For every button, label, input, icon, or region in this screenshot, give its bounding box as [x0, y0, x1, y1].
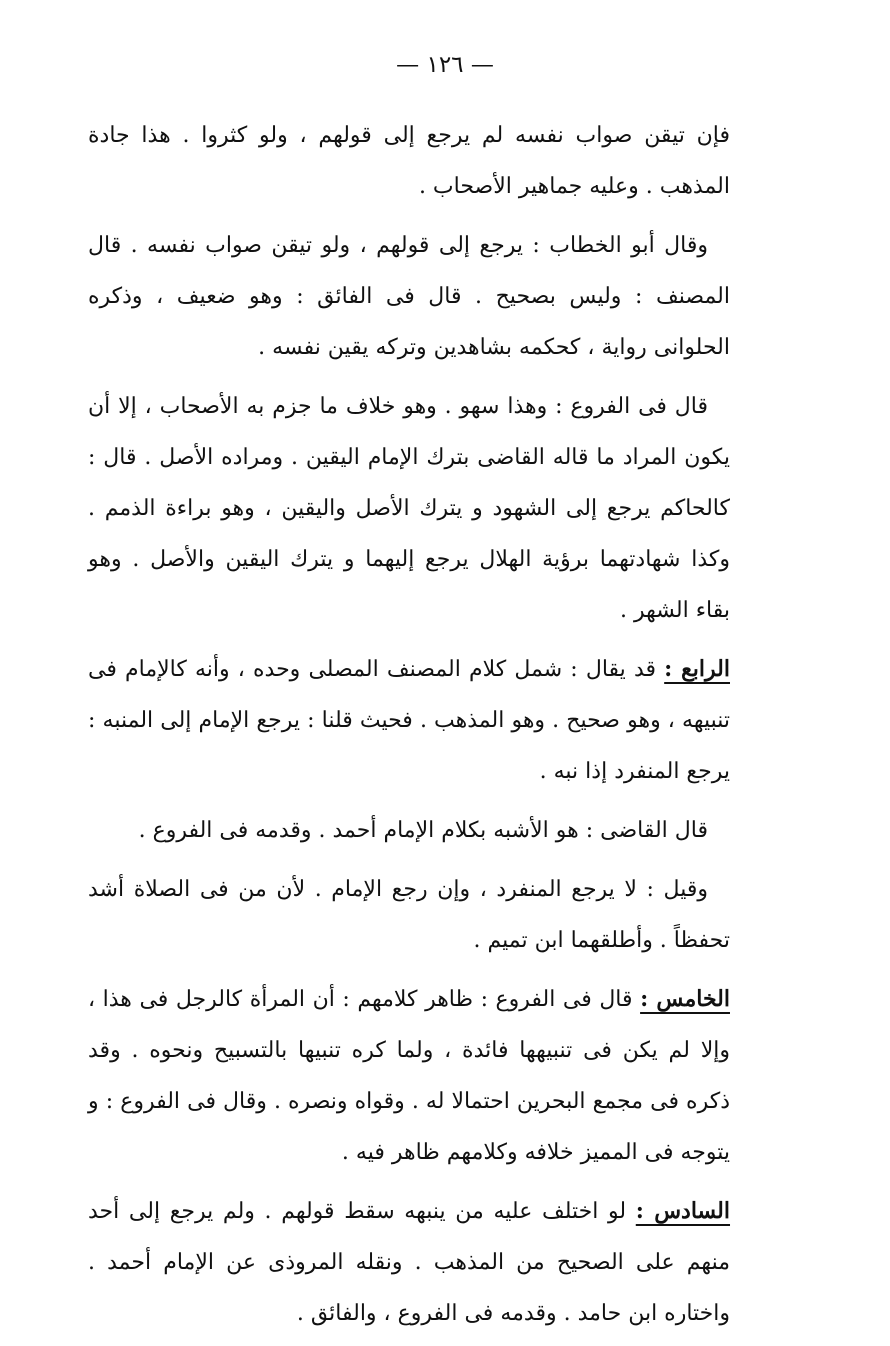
page-body	[88, 110, 730, 1339]
paragraph-text: قال القاضى : هو الأشبه بكلام الإمام أحمد . وقدمه فى الفروع .	[138, 818, 708, 843]
section-title-fifth: الخامس :	[640, 986, 730, 1012]
paragraph-text: وقال أبو الخطاب : يرجع إلى قولهم ، ولو تيقن صواب نفسه . قال المصنف : وليس بصحيح . قال فى الفائق : وهو ضعيف ، وذكره الحلوانى رواية ، كحكمه بشاهدين وتركه يقين نفسه .	[88, 233, 730, 360]
paragraph-4	[88, 644, 730, 797]
paragraph-text: فإن تيقن صواب نفسه لم يرجع إلى قولهم ، ولو كثروا . هذا جادة المذهب . وعليه جماهير الأصحاب .	[88, 123, 730, 199]
paragraph-text: لو اختلف عليه من ينبهه سقط قولهم . ولم يرجع إلى أحد منهم على الصحيح من المذهب . ونقله المروذى عن الإمام أحمد . واختاره ابن حامد . وقدمه فى الفروع ، والفائق .	[88, 1199, 730, 1326]
paragraph-text: وقيل : لا يرجع المنفرد ، وإن رجع الإمام . لأن من فى الصلاة أشد تحفظاً . وأطلقهما ابن تميم .	[88, 877, 730, 953]
section-title-sixth: السادس :	[635, 1198, 731, 1224]
paragraph-5	[88, 805, 730, 856]
paragraph-7	[88, 974, 730, 1178]
paragraph-2	[88, 220, 730, 373]
section-title-fourth: الرابع :	[664, 656, 730, 682]
paragraph-3	[88, 381, 730, 636]
paragraph-1	[88, 110, 730, 212]
paragraph-text: قد يقال : شمل كلام المصنف المصلى وحده ، وأنه كالإمام فى تنبيهه ، وهو صحيح . وهو المذهب . فحيث قلنا : يرجع الإمام إلى المنبه : يرجع المنفرد إذا نبه .	[88, 657, 730, 784]
paragraph-8	[88, 1186, 730, 1339]
paragraph-text: قال فى الفروع : وهذا سهو . وهو خلاف ما جزم به الأصحاب ، إلا أن يكون المراد ما قاله القاضى بترك الإمام اليقين . ومراده الأصل . قال : كالحاكم يرجع إلى الشهود و يترك الأصل واليقين ، وهو براءة الذمم . وكذا شهادتهما برؤية الهلال يرجع إليهما و يترك اليقين والأصل . وهو بقاء الشهر .	[88, 394, 730, 623]
paragraph-text: قال فى الفروع : ظاهر كلامهم : أن المرأة كالرجل فى هذا ، وإلا لم يكن فى تنبيهها فائدة ، ولما كره تنبيها بالتسبيح ونحوه . وقد ذكره فى مجمع البحرين احتمالا له . وقواه ونصره . وقال فى الفروع : و يتوجه فى المميز خلافه وكلامهم ظاهر فيه .	[88, 987, 730, 1165]
page-number: — ١٢٦ —	[396, 52, 494, 78]
paragraph-6	[88, 864, 730, 966]
